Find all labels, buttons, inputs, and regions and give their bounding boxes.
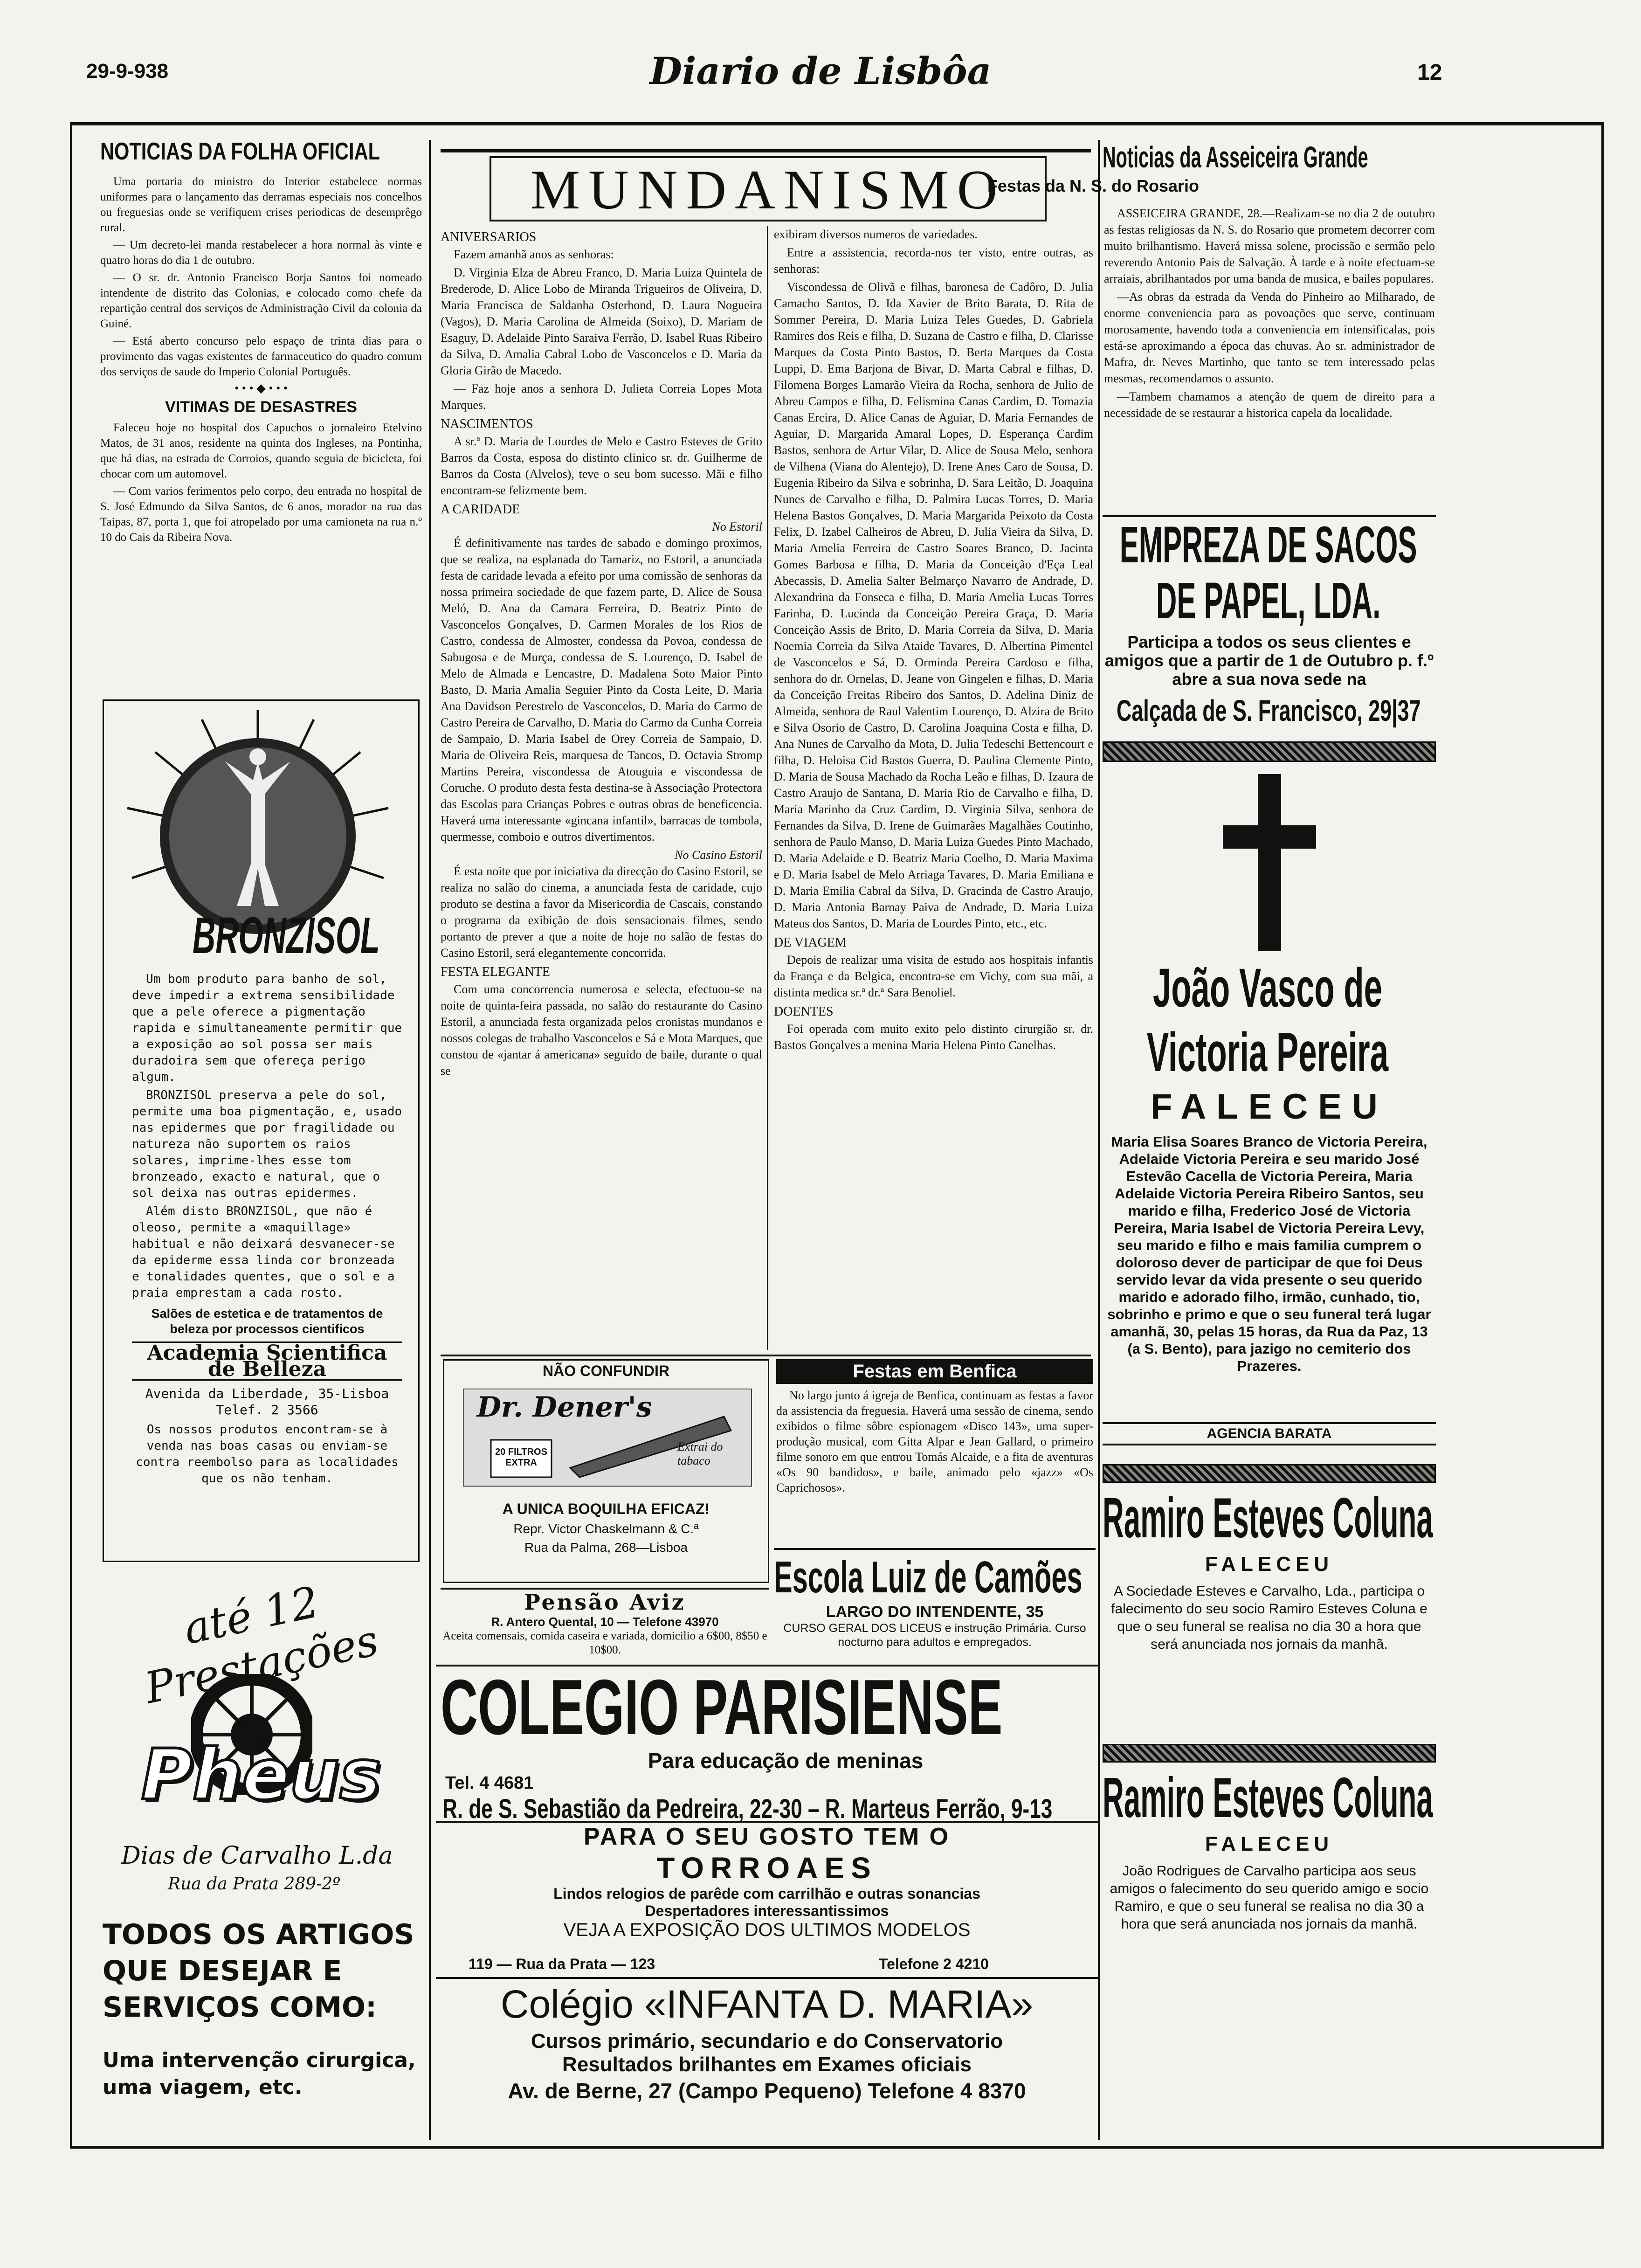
boquilha-slogan: A UNICA BOQUILHA EFICAZ!: [502, 1500, 710, 1517]
desastres-p1: Faleceu hoje no hospital dos Capuchos o jornaleiro Etelvino Matos, de 31 anos, residente na quinta dos Ingleses, na Pontinha, que há dias, na estrada de Corroios, quando seguia de bicicleta, foi chocar com um automovel.: [100, 422, 422, 480]
bronzisol-p1: Um bom produto para banho de sol, deve impedir a extrema sensibilidade que a pele oferece a pigmentação rapida e simultaneamente permitir que a exposição ao sol possa ser mais duradoira sem que ofereça perigo algum.: [132, 972, 402, 1084]
parisiense-addr: R. de S. Sebastião da Pedreira, 22-30 – R. Marteus Ferrão, 9-13: [442, 1794, 1053, 1824]
academia-name: Academia Scientifica de Belleza: [132, 1341, 402, 1381]
asseiceira-sub: Festas da N. S. do Rosario: [987, 176, 1200, 195]
bronzisol-text: [132, 971, 402, 1487]
folha-p2: — Um decreto-lei manda restabelecer a hora normal às vinte e quatro horas do dia 1 de outubro.: [100, 239, 422, 267]
mundanismo-title: MUNDANISMO: [530, 159, 1006, 221]
pheus-logo: Pheus: [141, 1735, 381, 1816]
empreza-line1: EMPREZA DE SACOS: [1119, 516, 1417, 574]
obituary-3-faleceu: FALECEU: [1205, 1832, 1334, 1855]
folha-p4: — Está aberto concurso pelo espaço de trinta dias para o provimento das vagas existentes de farmaceutico do quadro comum dos serviços de saude do Imperio Colonial Português.: [100, 335, 422, 378]
infanta-name: Colégio «INFANTA D. MARIA»: [500, 1982, 1034, 2026]
aniversarios-heading: ANIVERSARIOS: [441, 230, 537, 244]
bronzisol-ad: [103, 699, 420, 1562]
obituary-1-body: Maria Elisa Soares Branco de Victoria Pereira, Adelaide Victoria Pereira e seu marido José Estevão Cacella de Victoria Pereira, Maria Adelaide Victoria Pereira Ribeiro Santos, seu marido e filha, Frederico José de Victoria Pereira, Maria Isabel de Victoria Pereira Levy, seu marido e filho e mais familia cumprem o doloroso dever de participar de que foi Deus servido levar da vida presente o seu querido marido e adorado filho, irmão, cunhado, tio, sobrinho e primo e que o seu funeral terá lugar amanhã, 30, pelas 15 horas, da Rua da Paz, 13 (a S. Bento), para jazigo no cemiterio dos Prazeres.: [1107, 1134, 1431, 1374]
torroaes-ad: [436, 1821, 1098, 1977]
col-divider-1: [429, 140, 431, 2140]
obituary-3: [1103, 1744, 1436, 2042]
parisiense-ad: [436, 1663, 1098, 1824]
torroaes-addr: 119 — Rua da Prata — 123: [469, 1956, 655, 1972]
caridade-place: No Estoril: [712, 520, 762, 533]
pensao-ad: [441, 1588, 769, 1664]
parisiense-tel: Tel. 4 4681: [445, 1773, 534, 1793]
caridade-heading: A CARIDADE: [441, 502, 520, 517]
benfica-section: [776, 1359, 1093, 1497]
folha-p1: Uma portaria do ministro do Interior estabelece normas uniformes para o lançamento das derramas especiais nos concelhos ou freguesias onde se verifiquem crises periodicas de desemprêgo rural.: [100, 175, 422, 234]
boquilha-brand: Dr. Dener's: [477, 1391, 652, 1424]
newspaper-title: Diario de Lisbôa: [649, 49, 992, 93]
casino-place: No Casino Estoril: [675, 848, 762, 862]
pensao-addr: R. Antero Quental, 10 — Telefone 43970: [491, 1615, 719, 1629]
top-border: [70, 122, 1604, 125]
doentes-p: Foi operada com muito exito pelo distinto cirurgião sr. dr. Bastos Gonçalves a menina Maria Helena Pinto Canelhas.: [774, 1022, 1093, 1052]
torroaes-l5: VEJA A EXPOSIÇÃO DOS ULTIMOS MODELOS: [563, 1920, 971, 1940]
viagem-p: Depois de realizar uma visita de estudo aos hospitais infantis da França e da Belgica, encontra-se em Vichy, com sua mãi, a distinta medica sr.ª dr.ª Sara Benoliel.: [774, 953, 1093, 999]
camoes-ad: [774, 1548, 1096, 1666]
camoes-name: Escola Luiz de Camões: [774, 1552, 1083, 1602]
asseiceira-p1: ASSEICEIRA GRANDE, 28.—Realizam-se no dia 2 de outubro as festas religiosas da N. S. do Rosario que prometem decorrer com muito brilhantismo. Haverá missa solene, procissão e sermão pelo reverendo Antonio Pais de Salvação. À tarde e à noite efectuam-se arraiais, abrilhantados por uma banda de musica, e bailes populares.: [1104, 207, 1435, 285]
infanta-l2: Resultados brilhantes em Exames oficiais: [562, 2053, 972, 2076]
boquilha-filters: 20 FILTROS EXTRA: [495, 1447, 547, 1468]
asseiceira-section: [987, 140, 1597, 199]
bronzisol-p2: BRONZISOL preserva a pele do sol, permite uma boa pigmentação, e, usado nas epidermes que por fragilidade ou natureza não suportem os raios solares, imprime-lhes esse tom bronzeado, exacto e natural, que o sol deixa nas outras epidermes.: [132, 1088, 402, 1200]
page-number: 12: [1417, 60, 1442, 85]
asseiceira-heading: Noticias da Asseiceira Grande: [1103, 140, 1368, 174]
mundanismo-col-b: [774, 226, 1093, 1055]
obituary-2-faleceu: FALECEU: [1205, 1553, 1334, 1576]
empreza-address: Calçada de S. Francisco, 29|37: [1117, 694, 1421, 727]
boquilha-extract: Extrai do tabaco: [677, 1440, 723, 1467]
obituary-2-name: Ramiro Esteves Coluna: [1103, 1486, 1433, 1549]
bronzisol-logo: BRONZISOL: [193, 907, 380, 964]
empreza-line2: DE PAPEL, LDA.: [1156, 572, 1381, 629]
boquilha-addr: Rua da Palma, 268—Lisboa: [524, 1540, 688, 1555]
obituary-3-band: [1103, 1744, 1436, 1763]
pheus-firm: Dias de Carvalho L.da: [121, 1842, 393, 1870]
obituary-2-body: A Sociedade Esteves e Carvalho, Lda., participa o falecimento do seu socio Ramiro Esteves Coluna e que o seu funeral se realisa no dia 30 a hora que será anunciada nos jornais da manhã.: [1111, 1583, 1427, 1652]
left-border: [70, 122, 72, 2148]
pensao-name: Pensão Aviz: [524, 1590, 686, 1615]
aniv-p2: D. Virginia Elza de Abreu Franco, D. Maria Luiza Quintela de Brederode, D. Alice Lobo de Miranda Trigueiros de Oliveira, D. Maria Francisca de Saldanha Osterhond, D. Laura Nogueira (Vagos), D. Maria Carolina de Almeida (Soixo), D. Mariam de Esaguy, D. Adelaide Pinto Saraiva Ferrão, D. Isabel Ruas Ribeiro da Silva, D. Amalia Cabral Lobo de Vasconcelos e D. Maria da Gloria Girão de Macedo.: [441, 266, 762, 377]
camoes-addr: LARGO DO INTENDENTE, 35: [826, 1603, 1044, 1621]
asseiceira-text: [1104, 205, 1435, 423]
torroaes-l2: TORROAES: [656, 1851, 877, 1885]
obituary-1-band: [1103, 741, 1436, 762]
boquilha-ad: [443, 1359, 769, 1583]
ornament-divider: • • • ◆ • • •: [234, 381, 288, 395]
pheus-script: até 12 Prestações: [140, 1577, 383, 1714]
b-p1: exibiram diversos numeros de variedades.: [774, 228, 978, 241]
torroaes-l4: Despertadores interessantissimos: [645, 1902, 889, 1919]
asseiceira-p3: —Tambem chamamos a atenção de quem de direito para a necessidade de se restaurar a historica capela da localidade.: [1104, 390, 1435, 420]
empreza-body: Participa a todos os seus clientes e amigos que a partir de 1 de Outubro p. f.º abre a sua nova sede na: [1104, 632, 1434, 689]
pensao-body: Aceita comensais, comida caseira e variada, domicilio a 6$00, 8$50 e 10$00.: [442, 1630, 767, 1656]
academia-address: Avenida da Liberdade, 35-Lisboa: [145, 1386, 389, 1401]
nascimentos-heading: NASCIMENTOS: [441, 417, 533, 431]
benfica-heading: Festas em Benfica: [776, 1359, 1093, 1384]
caridade-p: É definitivamente nas tardes de sabado e domingo proximos, que se realiza, na esplanada do Tamariz, no Estoril, a anunciada festa de caridade levada a efeito por uma comissão de senhoras da nossa primeira sociedade de que fazem parte, D. Alice de Sousa Meló, D. Ana da Camara Ferreira, D. Beatriz Pinto de Vasconcelos Gonçalves, D. Carmen Morales de los Rios de Castro, condessa de Almoster, condessa da Povoa, condessa de Sabugosa e de Murça, condessa de S. Lourenço, D. Isabel de Melo de Almada e Lencastre, D. Madalena Soto Maior Pinto Basto, D. Maria Amalia Seguier Pinto da Costa Leite, D. Maria Ana Davidson Perestrelo de Vasconcelos, D. Maria do Carmo de Castro Pereira de Carvalho, D. Maria do Carmo da Cunha Correia de Sampaio, D. Maria Isabel de Orey Correia de Sampaio, D. Maria de Oliveira Reis, marquesa de Tancos, D. Octavia Stromp Martins Pereira, viscondessa de Atouguia e viscondessa de Coruche. O produto desta festa destina-se à Associação Protectora das Escolas para Crianças Pobres e outras obras de beneficencia. Haverá uma interessante «gincana infantil», barracas de tombola, quermesse, comboio e outros divertimentos.: [441, 536, 762, 844]
parisiense-name: COLEGIO PARISIENSE: [441, 1663, 1003, 1751]
cross-icon: [1223, 774, 1316, 951]
issue-date: 29-9-938: [86, 60, 169, 83]
casino-p: É esta noite que por iniciativa da direcção do Casino Estoril, se realiza no salão do cinema, a anunciada festa de caridade, cujo produto se destina a favor da Misericordia de Cascais, constando o programa da exibição de dois sensacionais filmes, sendo portanto de prever a que a noite de hoje no salão de festas do Casino Estoril, será elegantemente concorrida.: [441, 864, 762, 960]
obituary-1-name: João Vasco de Victoria Pereira: [1146, 957, 1389, 1083]
obituary-1-faleceu: FALECEU: [1151, 1087, 1388, 1127]
camoes-body: CURSO GERAL DOS LICEUS e instrução Primária. Curso nocturno para adultos e empregados.: [783, 1622, 1086, 1649]
torroaes-tel: Telefone 2 4210: [879, 1956, 989, 1972]
obituary-1: [1103, 741, 1436, 1418]
col-divider-3: [1098, 140, 1100, 2140]
obituary-2-band: [1103, 1464, 1436, 1483]
doentes-heading: DOENTES: [774, 1004, 834, 1019]
masthead: [0, 0, 1641, 126]
academia-phone: Telef. 2 3566: [216, 1402, 318, 1418]
folha-oficial-heading: NOTICIAS DA FOLHA OFICIAL: [100, 138, 380, 165]
folha-p3: — O sr. dr. Antonio Francisco Borja Santos foi nomeado intendente de distrito das Colonias, e colocado como chefe da repartição central dos serviços de Administração Civil da colonia da Guiné.: [100, 271, 422, 330]
aniv-p3: — Faz hoje anos a senhora D. Julieta Correia Lopes Mota Marques.: [441, 382, 762, 412]
right-border: [1601, 122, 1604, 2148]
bottom-border: [70, 2146, 1604, 2149]
mundanismo-top-rule: [441, 149, 1091, 152]
folha-oficial-section: [100, 138, 422, 547]
boquilha-heading: NÃO CONFUNDIR: [543, 1362, 669, 1379]
nasc-p: A sr.ª D. Maria de Lourdes de Melo e Castro Esteves de Grito Barros da Costa, esposa do distinto clinico sr. dr. Guilherme de Barros da Costa (Alvelos), teve o seu bom sucesso. Mãi e filho encontram-se felizmente bem.: [441, 435, 762, 497]
torroaes-l3: Lindos relogios de parêde com carrilhão e outras sonancias: [553, 1885, 980, 1902]
infanta-l1: Cursos primário, secundario e do Conservatorio: [531, 2030, 1003, 2053]
mundanismo-col-a: [441, 226, 762, 1081]
parisiense-sub: Para educação de meninas: [648, 1749, 924, 1773]
b-p3: Viscondessa de Olivã e filhas, baronesa de Cadôro, D. Julia Camacho Santos, D. Ida Xavier de Brito Barata, D. Rita de Sommer Pereira, D. Maria Luiza Teles Guedes, D. Gabriela Ramires dos Reis e filha, D. Suzana de Castro e filha, D. Clarisse Marques da Costa Pinto Bastos, D. Berta Marques da Costa Luppi, D. Ema Barjona de Bivar, D. Marta Cabral e filhas, D. Filomena Borges Lamarão Vieira da Rocha, senhora de Julio de Abreu Campos e filha, D. Felismina Canas Cardim, D. Tomazia Canas Ercira, D. Alice Canas de Aguiar, D. Maria Fernandes de Aguiar, D. Margarida Amaral Lopes, D. Esperança Cardim Bastos, senhora de Artur Vilar, D. Alice de Sousa Melo, senhora de Vilhena (Viana do Alentejo), D. Irene Anes Caro de Sousa, D. Eugenia Ribeiro da Silva e sobrinha, D. Sara Leitão, D. Joaquina Nunes de Carvalho e filha, D. Palmira Lucas Torres, D. Maria Helena Bastos Gonçalves, D. Maria Margarida Peixoto da Costa Felix, D. Izabel Calheiros de Abreu, D. Julia Vieira da Silva, D. Maria Amelia Ferreira de Castro Soares Branco, D. Jacinta Gomes Barbosa e filha, D. Maria da Conceição d'Eça Leal Abecassis, D. Amelia Salter Belmarço Navarro de Andrade, D. Alexandrina da Fonseca e filha, D. Maria Amelia Lucas Torres Farinha, D. Lucinda da Conceição Pereira Graça, D. Maria Conceição Assis de Brito, D. Maria Correia da Silva, D. Maria Noemia Correia da Silva Ataide Tavares, D. Albertina Pimentel de Vasconcelos e Sá, D. Orminda Pereira Cardoso e filha, senhora do dr. Ornelas, D. Jeane von Gingelen e filhas, D. Maria da Conceição Freitas Ribeiro dos Santos, D. Adelina Diniz de Almeida, senhora de Raul Valentim Lourenço, D. Alzira de Brito e Silva Osorio de Castro, D. Carolina Joaquina Costa e filha, D. Ana Nunes de Carvalho da Mota, D. Julia Tedeschi Bettencourt e filha, D. Heloisa Cid Bastos Guerra, D. Paulina Clemente Pinto, D. Maria de Sousa Machado da Rocha Leão e filhas, D. Izaura de Castro Araujo de Santana, D. Maria Rio de Carvalho e filha, D. Maria Marinho da Cruz Cardim, D. Virginia Silva, senhora de Fernandes da Silva, D. Irene de Guimarães Magalhães Coutinho, senhora de Paulo Manso, D. Maria Luiza Guedes Pinto Machado, D. Maria Adelaide e D. Beatriz Maria Coelho, D. Maria Maxima e D. Maria Isabel de Melo Arriaga Tavares, D. Maria Emiliana e D. Maria Emilia Cabral da Silva, D. Gracinda de Castro Araujo, D. Maria Antonia Barnay Paiva de Andrade, D. Maria Luiza Mateus dos Santos, D. Maria de Lourdes Pinto, etc., etc.: [774, 280, 1093, 930]
aniv-p1: Fazem amanhã anos as senhoras:: [454, 248, 614, 261]
pheus-ad: [93, 1577, 424, 2140]
pheus-small: Uma intervenção cirurgica, uma viagem, etc.: [103, 2048, 416, 2099]
mundanismo-bottom-rule: [441, 1355, 1091, 1356]
bronzisol-p3: Além disto BRONZISOL, que não é oleoso, permite a «maquillage» habitual e não deixará desvanecer-se da epiderme essa linda cor bronzeada e tonalidades quentes, que o sol e a praia emprestam a cada rosto.: [132, 1204, 395, 1300]
empreza-ad: [1103, 515, 1436, 741]
obituary-3-name: Ramiro Esteves Coluna: [1103, 1766, 1433, 1829]
obituary-2: [1103, 1464, 1436, 1763]
saloes-text: Salões de estetica e de tratamentos de beleza por processos cientificos: [151, 1307, 383, 1336]
torroaes-l1: PARA O SEU GOSTO TEM O: [583, 1823, 951, 1850]
festa-heading: FESTA ELEGANTE: [441, 965, 550, 979]
asseiceira-p2: —As obras da estrada da Venda do Pinheiro ao Milharado, de enorme conveniencia para as povoações que serve, continuam morosamente, havendo toda a conveniencia em intensificalas, pois está-se aproximando a época das chuvas. Ao sr. administrador de Mafra, dr. Neves Martinho, que tanto se tem interessado pelas mesmas, recomendamos o assunto.: [1104, 290, 1435, 385]
desastres-p2: — Com varios ferimentos pelo corpo, deu entrada no hospital de S. José Edmundo da Silva Santos, de 6 anos, morador na rua das Taipas, 87, porta 1, que foi atropelado por uma camioneta na rua n.º 10 do Cais da Ribeira Nova.: [100, 485, 422, 544]
benfica-p: No largo junto á igreja de Benfica, continuam as festas a favor da assistencia da freguesia. Haverá uma sessão de cinema, sendo exibidos o filme sôbre espionagem «Disco 143», uma super-produção musical, com Gitta Alpar e Jean Gallard, o primeiro filme sonoro em que entrou Tomás Alcaide, e a fita de aventuras «Os 90 bandidos», e baile, animado pelo «jazz» «Os Caprichosos».: [776, 1389, 1093, 1494]
festa-p: Com uma concorrencia numerosa e selecta, efectuou-se na noite de quinta-feira passada, no salão do restaurante do Casino Estoril, a anunciada festa organizada pelos cronistas mundanos e nossos colegas de trabalho Vasconcelos e Sá e Mota Marques, que constou de «jantar á americana» seguido de baile, durante o qual se: [441, 982, 762, 1078]
pheus-big: TODOS OS ARTIGOS QUE DESEJAR E SERVIÇOS COMO:: [103, 1918, 414, 2024]
mundanismo-col-divider: [767, 226, 768, 1350]
b-p2: Entre a assistencia, recorda-nos ter visto, entre outras, as senhoras:: [774, 246, 1093, 276]
academia-footer: Os nossos produtos encontram-se à venda nas boas casas ou enviam-se contra reembolso para as localidades que os não tenham.: [136, 1423, 399, 1486]
agencia-barata: AGENCIA BARATA: [1103, 1422, 1436, 1445]
boquilha-repr: Repr. Victor Chaskelmann & C.ª: [513, 1521, 699, 1536]
infanta-l3: Av. de Berne, 27 (Campo Pequeno) Telefone 4 8370: [508, 2079, 1026, 2103]
pheus-street: Rua da Prata 289-2º: [168, 1874, 341, 1894]
desastres-heading: VITIMAS DE DESASTRES: [165, 398, 357, 416]
infanta-ad: [436, 1977, 1098, 2142]
obituary-3-body: João Rodrigues de Carvalho participa aos seus amigos o falecimento do seu querido amigo e socio Ramiro, e que o seu funeral se realisa no dia 30 a hora que será anunciada nos jornais da manhã.: [1110, 1863, 1429, 1932]
viagem-heading: DE VIAGEM: [774, 935, 847, 950]
